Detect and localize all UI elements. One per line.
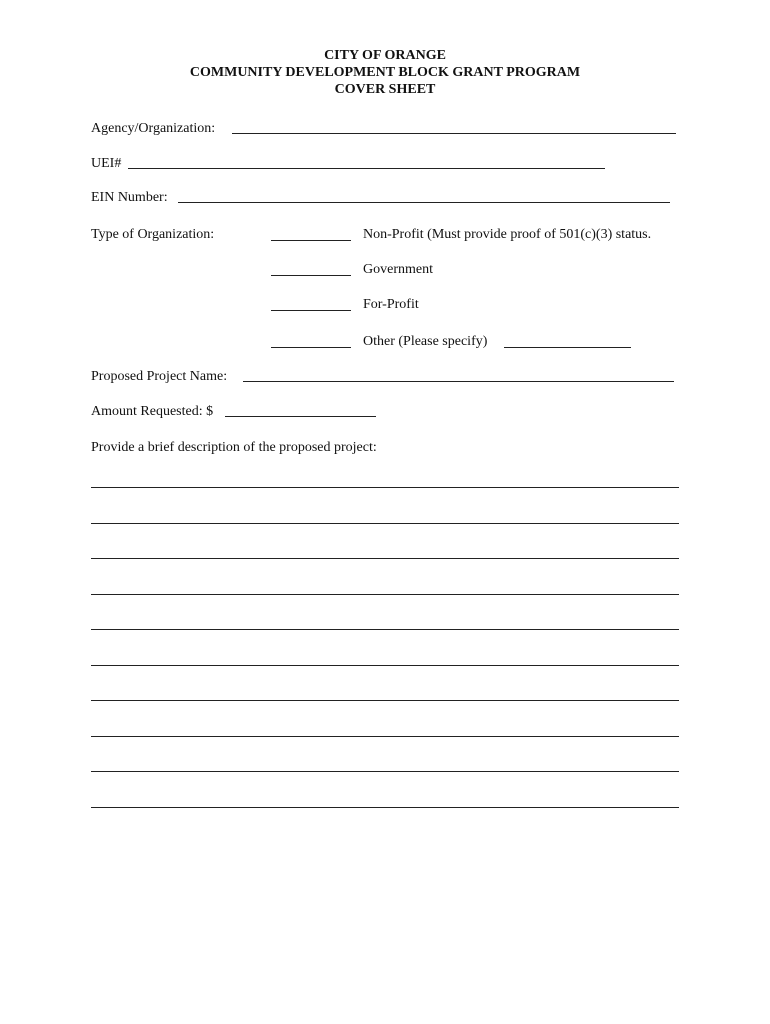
forprofit-option-label: For-Profit [363,297,419,312]
forprofit-checkbox-line[interactable] [271,310,351,311]
description-line[interactable] [91,665,679,666]
nonprofit-checkbox-line[interactable] [271,240,351,241]
ein-label: EIN Number: [91,190,168,205]
project-name-label: Proposed Project Name: [91,369,228,384]
government-option-label: Government [363,262,433,277]
title-cover-sheet: COVER SHEET [334,82,436,97]
description-line[interactable] [91,771,679,772]
uei-field[interactable] [128,168,605,169]
government-checkbox-line[interactable] [271,275,351,276]
other-option-label: Other (Please specify) [363,334,488,349]
amount-row [91,403,213,420]
ein-field[interactable] [178,202,670,203]
amount-label: Amount Requested: $ [91,404,214,419]
description-line[interactable] [91,807,679,808]
title-city: CITY OF ORANGE [324,48,446,63]
description-line[interactable] [91,700,679,701]
description-line[interactable] [91,629,679,630]
agency-field[interactable] [232,133,676,134]
other-checkbox-line[interactable] [271,347,351,348]
org-type-label: Type of Organization: [91,227,215,242]
agency-label: Agency/Organization: [91,121,216,136]
uei-label: UEI# [91,156,122,171]
nonprofit-option-label: Non-Profit (Must provide proof of 501(c)(3) status. [363,227,652,242]
description-line[interactable] [91,558,679,559]
description-line[interactable] [91,487,679,488]
description-line[interactable] [91,736,679,737]
description-line[interactable] [91,523,679,524]
ein-row [91,189,168,206]
amount-field[interactable] [225,416,376,417]
project-name-row [91,368,227,385]
other-specify-field[interactable] [504,347,631,348]
uei-row [91,155,121,172]
title-program: COMMUNITY DEVELOPMENT BLOCK GRANT PROGRAM [189,65,581,80]
description-prompt: Provide a brief description of the proposed project: [91,440,377,455]
description-line[interactable] [91,594,679,595]
document-title [0,47,770,98]
project-name-field[interactable] [243,381,674,382]
agency-row [91,120,215,137]
